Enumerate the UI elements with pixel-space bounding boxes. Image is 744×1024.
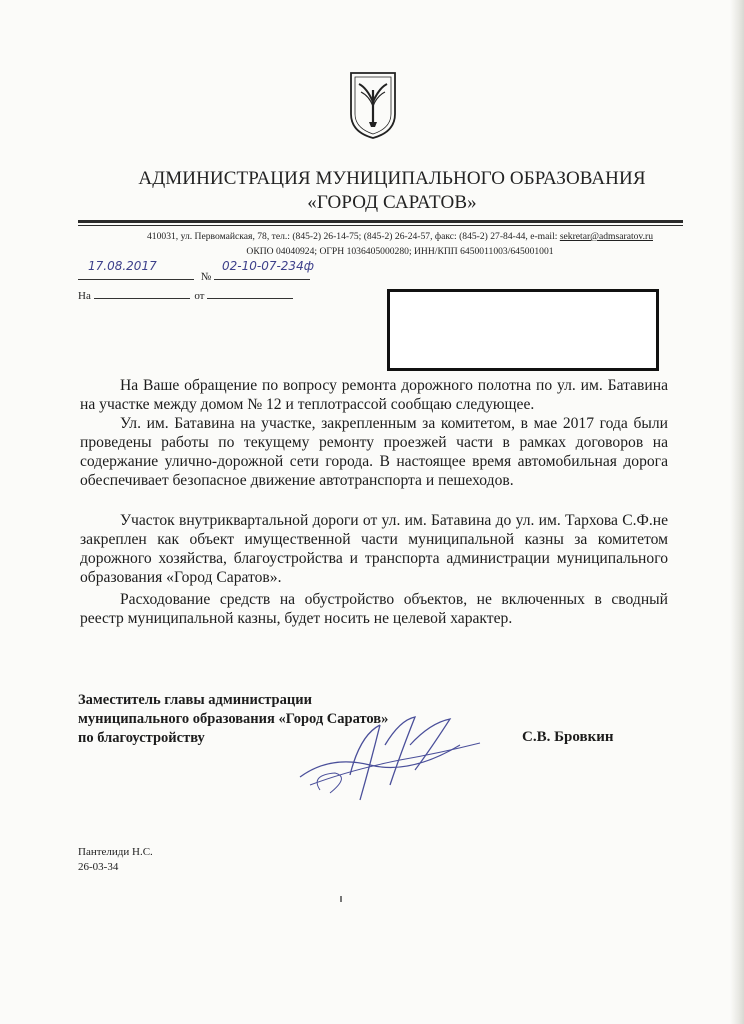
ot-label: от <box>194 290 205 302</box>
org-title-line2: «ГОРОД САРАТОВ» <box>307 192 477 213</box>
scan-mark <box>340 896 342 902</box>
redacted-addressee-box <box>387 289 659 371</box>
handwritten-date: 17.08.2017 <box>88 259 157 273</box>
registration-line-incoming <box>78 287 293 302</box>
handwritten-signature <box>290 715 490 810</box>
saratov-coat-of-arms-icon <box>347 70 399 140</box>
body-paragraph-1: На Ваше обращение по вопросу ремонта дорожного полотна по ул. им. Батавина на участке между домом № 12 и теплотрассой сообщаю следующее. <box>80 377 668 413</box>
number-label: № <box>200 271 212 283</box>
signatory-position-line3: по благоустройству <box>78 730 205 746</box>
body-paragraph-3: Участок внутриквартальной дороги от ул. им. Батавина до ул. им. Тархова С.Ф.не закреплен как объект имущественной части муниципальной казны за комитетом дорожного хозяйства, благоустройства и транспорта администрации муниципального образования «Город Саратов». <box>80 512 668 586</box>
email-link[interactable]: sekretar@admsaratov.ru <box>559 231 653 242</box>
na-label: На <box>78 290 91 302</box>
handwritten-number: 02-10-07-234ф <box>222 259 314 273</box>
contacts-line2: ОКПО 04040924; ОГРН 1036405000280; ИНН/КПП 6450011003/645001001 <box>246 246 554 257</box>
signatory-name: С.В. Бровкин <box>522 729 614 745</box>
contacts-address-phones: 410031, ул. Первомайская, 78, тел.: (845-2) 26-14-75; (845-2) 26-24-57, факс: (845-2) 27-84-44, e-mail: <box>147 231 560 242</box>
executor-phone: 26-03-34 <box>78 861 119 873</box>
executor-name: Пантелиди Н.С. <box>78 846 153 858</box>
body-paragraph-2: Ул. им. Батавина на участке, закрепленным за комитетом, в мае 2017 года были проведены работы по текущему ремонту проезжей части в рамках договоров на содержание улично-дорожной сети города. В настоящее время автомобильная дорога обеспечивает безопасное движение автотранспорта и пешеходов. <box>80 415 668 489</box>
scan-edge-shadow <box>730 0 744 1024</box>
body-paragraph-4: Расходование средств на обустройство объектов, не включенных в сводный реестр муниципальной казны, будет носить не целевой характер. <box>80 591 668 627</box>
signatory-position-line1: Заместитель главы администрации <box>78 692 312 708</box>
signatory-position-line2: муниципального образования «Город Саратов» <box>78 711 389 727</box>
header-rule-thick <box>78 220 683 223</box>
org-title-line1: АДМИНИСТРАЦИЯ МУНИЦИПАЛЬНОГО ОБРАЗОВАНИЯ <box>138 168 646 189</box>
contacts-line1 <box>60 231 740 242</box>
header-rule-thin <box>78 225 683 226</box>
executor-block <box>78 845 153 875</box>
